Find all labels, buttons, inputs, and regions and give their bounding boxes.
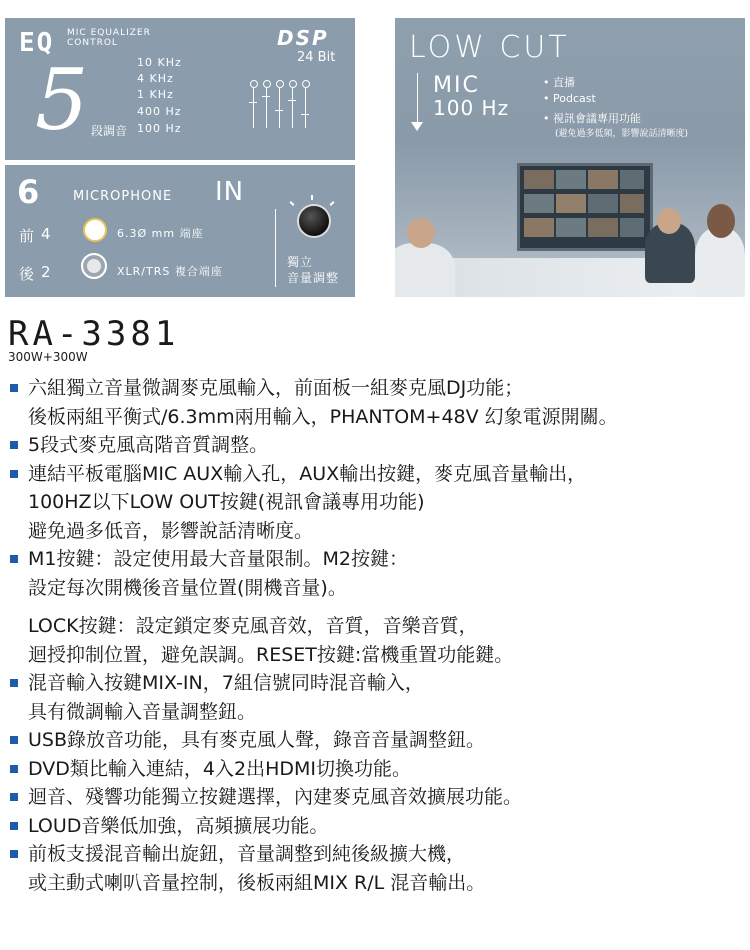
lowcut-panel <box>395 18 745 297</box>
lowcut-hz: 100 Hz <box>433 96 510 120</box>
feature-line: 迴授抑制位置，避免誤調。RESET按鍵:當機重置功能鍵。 <box>28 643 514 666</box>
bullet-square-icon <box>10 470 18 478</box>
feature-line: 連結平板電腦MIC AUX輸入孔，AUX輸出按鍵，麥克風音量輸出， <box>28 462 587 485</box>
feature-line: 或主動式喇叭音量控制，後板兩組MIX R/L 混音輸出。 <box>28 871 486 894</box>
lowcut-bullet: • 直播 <box>543 76 575 89</box>
eq-band-count: 5 <box>35 51 89 149</box>
eq-subtitle-line2: CONTROL <box>67 38 118 48</box>
down-arrow-icon <box>417 73 418 128</box>
eq-frequency: 100 Hz <box>137 122 182 135</box>
feature-item <box>8 812 748 841</box>
eq-logo: EQ <box>19 28 55 58</box>
eq-subtitle <box>67 28 151 48</box>
mic-divider <box>275 209 276 287</box>
feature-line: 六組獨立音量微調麥克風輸入，前面板一組麥克風DJ功能； <box>28 377 524 399</box>
bullet-square-icon <box>10 555 18 563</box>
lowcut-title: LOW CUT <box>409 30 570 65</box>
feature-item <box>8 431 748 460</box>
lowcut-bullet: • Podcast <box>543 92 596 105</box>
feature-line: USB錄放音功能，具有麥克風人聲，錄音音量調整鈕。 <box>28 729 486 751</box>
front-count: 4 <box>41 225 51 243</box>
lowcut-bullet: • 視訊會議專用功能 <box>543 112 641 125</box>
feature-line: 100HZ以下LOW OUT按鍵(視訊會議專用功能) <box>28 491 425 513</box>
power-rating: 300W+300W <box>8 350 88 364</box>
feature-item <box>8 783 748 812</box>
bullet-square-icon <box>10 736 18 744</box>
rear-connector-label: XLR/TRS 複合端座 <box>117 265 223 278</box>
eq-frequency: 400 Hz <box>137 105 182 118</box>
microphone-panel <box>5 165 355 297</box>
volume-knob-icon <box>297 204 331 238</box>
feature-item <box>8 545 748 602</box>
feature-item <box>8 755 748 784</box>
rear-label: 後 <box>19 265 35 283</box>
feature-line: LOCK按鍵：設定鎖定麥克風音效，音質，音樂音質， <box>28 615 478 637</box>
feature-line: 設定每次開機後音量位置(開機音量)。 <box>28 576 347 599</box>
knob-label-line2: 音量調整 <box>287 271 340 285</box>
eq-frequency: 1 KHz <box>137 88 174 101</box>
feature-line: LOUD音樂低加強，高頻擴展功能。 <box>28 814 329 837</box>
bullet-square-icon <box>10 384 18 392</box>
feature-line: 避免過多低音，影響說話清晰度。 <box>28 519 314 542</box>
feature-line: 混音輸入按鍵MIX-IN，7組信號同時混音輸入， <box>28 672 424 694</box>
model-name: RA-3381 <box>8 314 180 354</box>
eq-subtitle-line1: MIC EQUALIZER <box>67 28 151 38</box>
feature-line: 5段式麥克風高階音質調整。 <box>28 434 269 456</box>
eq-panel <box>5 18 355 160</box>
feature-item <box>8 612 748 669</box>
feature-item <box>8 460 748 546</box>
front-connector-label: 6.3Ø mm 端座 <box>117 227 204 240</box>
bullet-square-icon <box>10 679 18 687</box>
front-label: 前 <box>19 227 35 245</box>
feature-item <box>8 840 748 897</box>
mic-count: 6 <box>17 173 40 211</box>
eq-frequency: 10 KHz <box>137 56 182 69</box>
dsp-bit-label: 24 Bit <box>297 50 336 65</box>
xlr-trs-jack-icon <box>81 253 107 279</box>
feature-line: 迴音、殘響功能獨立按鍵選擇，內建麥克風音效擴展功能。 <box>28 786 523 808</box>
mic-title: MICROPHONE <box>73 189 173 204</box>
bullet-square-icon <box>10 822 18 830</box>
knob-label-line1: 獨立 <box>287 255 314 269</box>
feature-line: 後板兩組平衡式/6.3mm兩用輸入，PHANTOM+48V 幻象電源開關。 <box>28 405 618 428</box>
dsp-logo: DSP <box>277 26 329 50</box>
feature-line: DVD類比輸入連結，4入2出HDMI切換功能。 <box>28 757 412 780</box>
lowcut-mic: MIC <box>433 73 480 98</box>
rear-count: 2 <box>41 263 51 281</box>
mic-title-suffix: IN <box>215 177 245 207</box>
bullet-square-icon <box>10 441 18 449</box>
bullet-square-icon <box>10 850 18 858</box>
bullet-square-icon <box>10 793 18 801</box>
feature-item <box>8 726 748 755</box>
feature-item <box>8 669 748 726</box>
lowcut-note: (避免過多低頻，影響說話清晰度) <box>555 129 689 139</box>
jack-6-3mm-icon <box>83 218 107 242</box>
feature-line: 具有微調輸入音量調整鈕。 <box>28 700 257 723</box>
feature-list <box>8 374 748 897</box>
feature-line: 前板支援混音輸出旋鈕，音量調整到純後級擴大機， <box>28 843 466 865</box>
eq-band-label: 段調音 <box>91 124 128 138</box>
feature-item <box>8 374 748 431</box>
feature-line: M1按鍵：設定使用最大音量限制。M2按鍵： <box>28 548 408 570</box>
bullet-square-icon <box>10 765 18 773</box>
eq-frequency: 4 KHz <box>137 72 174 85</box>
